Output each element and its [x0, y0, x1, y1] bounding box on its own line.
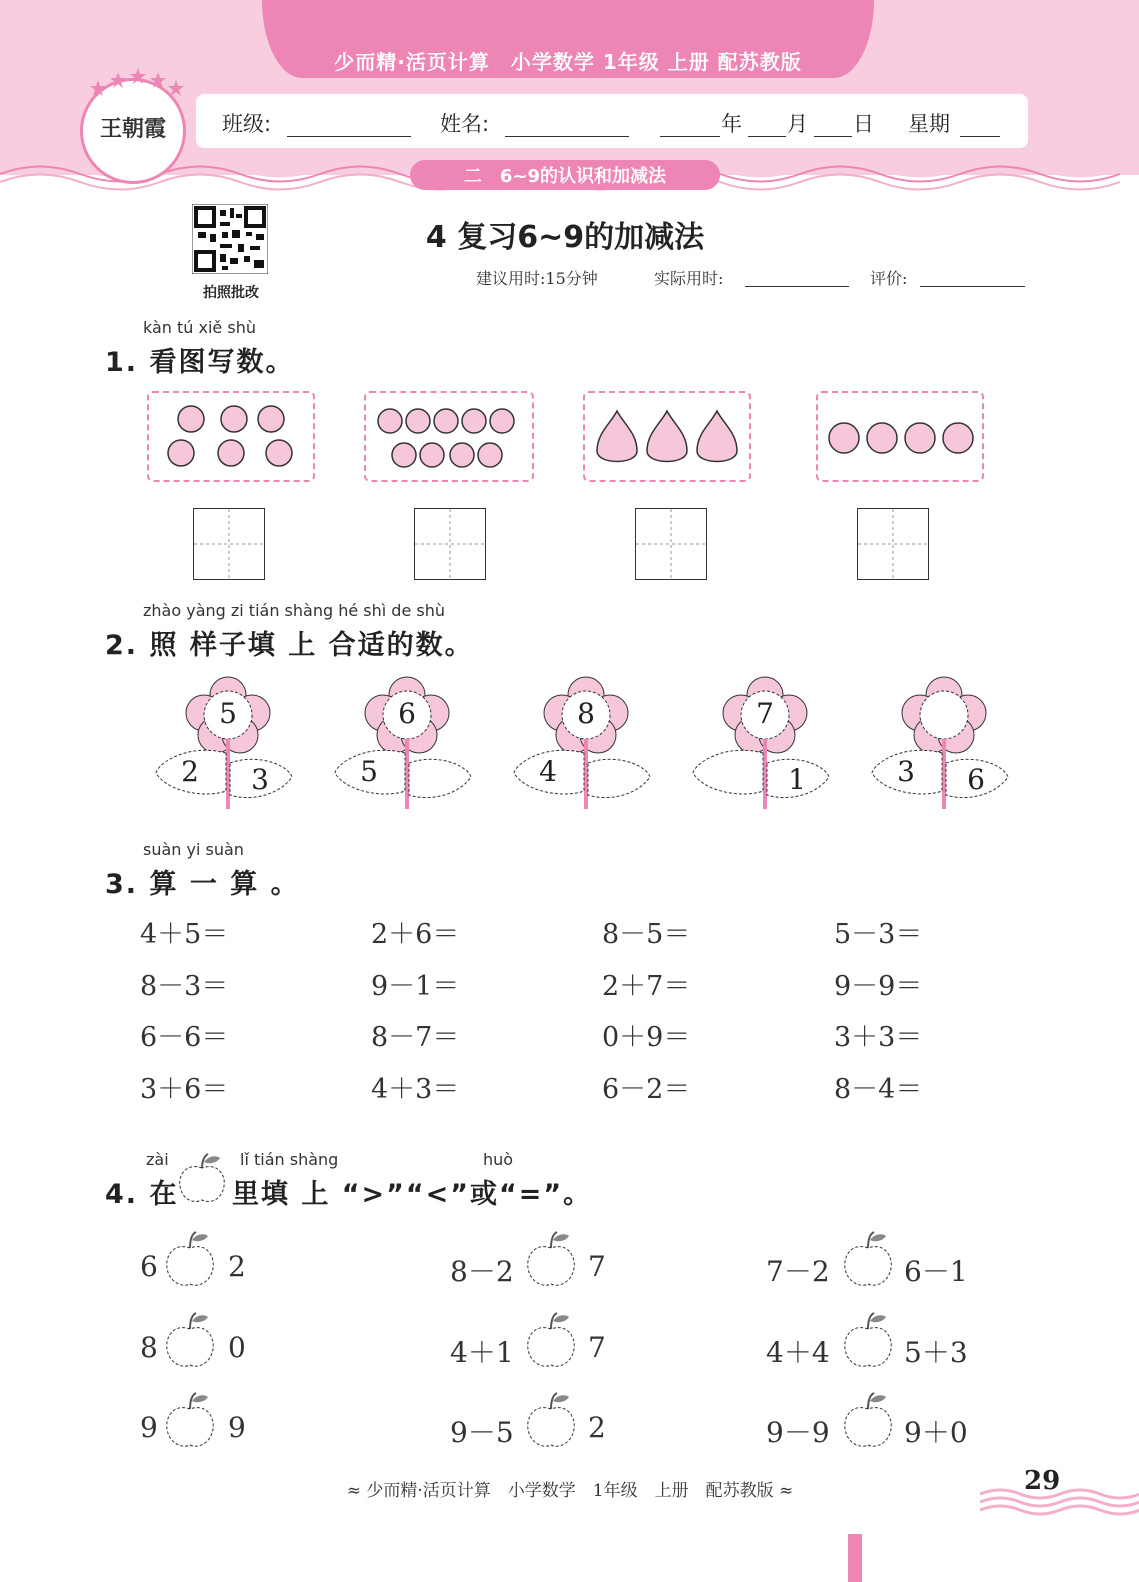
- year-field[interactable]: [660, 110, 720, 137]
- compare-left: 4＋4: [766, 1336, 830, 1369]
- side-tab: [848, 1534, 862, 1582]
- calc-item[interactable]: 5－3＝: [834, 919, 923, 950]
- calc-item[interactable]: 6－2＝: [602, 1074, 691, 1105]
- flower-top-number: 5: [219, 697, 237, 730]
- compare-left: 9－5: [450, 1416, 514, 1449]
- page-number: 29: [1024, 1466, 1061, 1496]
- compare-right: 9＋0: [904, 1416, 968, 1449]
- orange-icon: [366, 393, 532, 480]
- answer-box-1[interactable]: [193, 508, 265, 580]
- flower-4: [685, 673, 837, 813]
- class-field[interactable]: [287, 110, 411, 137]
- flower-left-number: 2: [181, 755, 199, 788]
- q4-title-a: 4. 在: [105, 1179, 179, 1210]
- footer-text: ≈ 少而精·活页计算 小学数学 1年级 上册 配苏教版 ≈: [346, 1481, 794, 1501]
- logo-text: 王朝霞: [99, 116, 166, 142]
- lesson-title: 4 复习6~9的加减法: [425, 220, 705, 255]
- calc-item[interactable]: 8－7＝: [371, 1022, 460, 1053]
- apple-answer-slot[interactable]: [162, 1387, 218, 1451]
- name-field[interactable]: [505, 110, 629, 137]
- answer-box-4[interactable]: [857, 508, 929, 580]
- weekday-field[interactable]: [960, 110, 1000, 137]
- day-label: 日: [853, 112, 874, 136]
- month-field[interactable]: [748, 110, 786, 137]
- peach-icon: [149, 393, 313, 480]
- compare-left: 6: [140, 1250, 158, 1283]
- calc-item[interactable]: 3＋6＝: [140, 1074, 229, 1105]
- fruit-group-pears: [583, 391, 751, 482]
- compare-right: 0: [228, 1331, 246, 1364]
- compare-left: 7－2: [766, 1255, 830, 1288]
- day-field[interactable]: [814, 110, 852, 137]
- calc-item[interactable]: 3＋3＝: [834, 1022, 923, 1053]
- flower-top-number: 7: [756, 697, 774, 730]
- flower-icon: [506, 673, 658, 813]
- answer-box-3[interactable]: [635, 508, 707, 580]
- q4-pinyin-li: lǐ tián shàng: [240, 1150, 339, 1169]
- month-label: 月: [787, 112, 808, 136]
- flower-left-number: 3: [897, 755, 915, 788]
- calc-item[interactable]: 8－3＝: [140, 971, 229, 1002]
- flower-3: [506, 673, 658, 813]
- fruit-group-peaches: [147, 391, 315, 482]
- calc-item[interactable]: 4＋5＝: [140, 919, 229, 950]
- flower-right-number: 3: [251, 763, 269, 796]
- compare-right: 7: [588, 1250, 606, 1283]
- compare-left: 8－2: [450, 1255, 514, 1288]
- evaluation-field[interactable]: [920, 264, 1025, 287]
- flower-left-number: 4: [539, 755, 557, 788]
- q4-pinyin-huo: huò: [483, 1150, 514, 1169]
- logo-stars-icon: [88, 66, 184, 96]
- compare-right: 2: [588, 1411, 606, 1444]
- actual-time-field[interactable]: [745, 264, 849, 287]
- series-title: 少而精·活页计算 小学数学 1年级 上册 配苏教版: [334, 50, 802, 74]
- q1-pinyin: kàn tú xiě shù: [143, 318, 256, 337]
- flower-5: [864, 673, 1016, 813]
- pear-icon: [585, 393, 749, 480]
- calc-item[interactable]: 6－6＝: [140, 1022, 229, 1053]
- fruit-group-oranges: [364, 391, 534, 482]
- apple-answer-slot[interactable]: [840, 1307, 896, 1371]
- compare-right: 6－1: [904, 1255, 968, 1288]
- calc-item[interactable]: 4＋3＝: [371, 1074, 460, 1105]
- flower-top-number: 8: [577, 697, 595, 730]
- flower-icon: [327, 673, 479, 813]
- apple-answer-slot[interactable]: [840, 1226, 896, 1290]
- compare-left: 8: [140, 1331, 158, 1364]
- compare-right: 7: [588, 1331, 606, 1364]
- apple-answer-slot[interactable]: [523, 1307, 579, 1371]
- flower-right-number: 6: [967, 763, 985, 796]
- compare-left: 9－9: [766, 1416, 830, 1449]
- compare-right: 5＋3: [904, 1336, 968, 1369]
- calc-item[interactable]: 9－1＝: [371, 971, 460, 1002]
- answer-box-2[interactable]: [414, 508, 486, 580]
- q2-pinyin: zhào yàng zi tián shàng hé shì de shù: [143, 601, 445, 620]
- flower-2: [327, 673, 479, 813]
- calc-item[interactable]: 9－9＝: [834, 971, 923, 1002]
- q1-title: 1. 看图写数。: [105, 347, 295, 378]
- compare-left: 4＋1: [450, 1336, 514, 1369]
- calc-item[interactable]: 0＋9＝: [602, 1022, 691, 1053]
- calc-item[interactable]: 2＋6＝: [371, 919, 460, 950]
- apple-answer-slot[interactable]: [162, 1226, 218, 1290]
- q4-pinyin-zai: zài: [146, 1150, 169, 1169]
- actual-time-label: 实际用时:: [654, 269, 724, 288]
- calc-item[interactable]: 8－4＝: [834, 1074, 923, 1105]
- q4-title-b: 里填 上 “>”“<”或“=”。: [232, 1179, 593, 1210]
- weekday-label: 星期: [908, 112, 950, 136]
- suggested-time: 建议用时:15分钟: [476, 269, 598, 288]
- apple-outline-icon: [176, 1150, 228, 1206]
- flower-top-number: 6: [398, 697, 416, 730]
- name-label: 姓名:: [440, 112, 490, 136]
- year-label: 年: [721, 112, 742, 136]
- apple-icon: [818, 393, 982, 480]
- qr-code-icon[interactable]: [192, 204, 268, 274]
- apple-answer-slot[interactable]: [162, 1307, 218, 1371]
- flower-right-number: 1: [788, 763, 806, 796]
- evaluation-label: 评价:: [870, 269, 908, 288]
- compare-right: 9: [228, 1411, 246, 1444]
- compare-left: 9: [140, 1411, 158, 1444]
- compare-right: 2: [228, 1250, 246, 1283]
- q3-pinyin: suàn yi suàn: [143, 840, 244, 859]
- calc-item[interactable]: 2＋7＝: [602, 971, 691, 1002]
- calc-item[interactable]: 8－5＝: [602, 919, 691, 950]
- apple-answer-slot[interactable]: [523, 1226, 579, 1290]
- q3-title: 3. 算 一 算 。: [105, 869, 300, 900]
- q2-title: 2. 照 样子填 上 合适的数。: [105, 630, 474, 661]
- qr-caption: 拍照批改: [203, 285, 259, 301]
- fruit-group-apples: [816, 391, 984, 482]
- apple-answer-slot[interactable]: [523, 1387, 579, 1451]
- flower-1: [148, 673, 300, 813]
- class-label: 班级:: [222, 112, 272, 136]
- flower-left-number: 5: [360, 755, 378, 788]
- chapter-title: 二 6~9的认识和加减法: [463, 166, 667, 187]
- apple-answer-slot[interactable]: [840, 1387, 896, 1451]
